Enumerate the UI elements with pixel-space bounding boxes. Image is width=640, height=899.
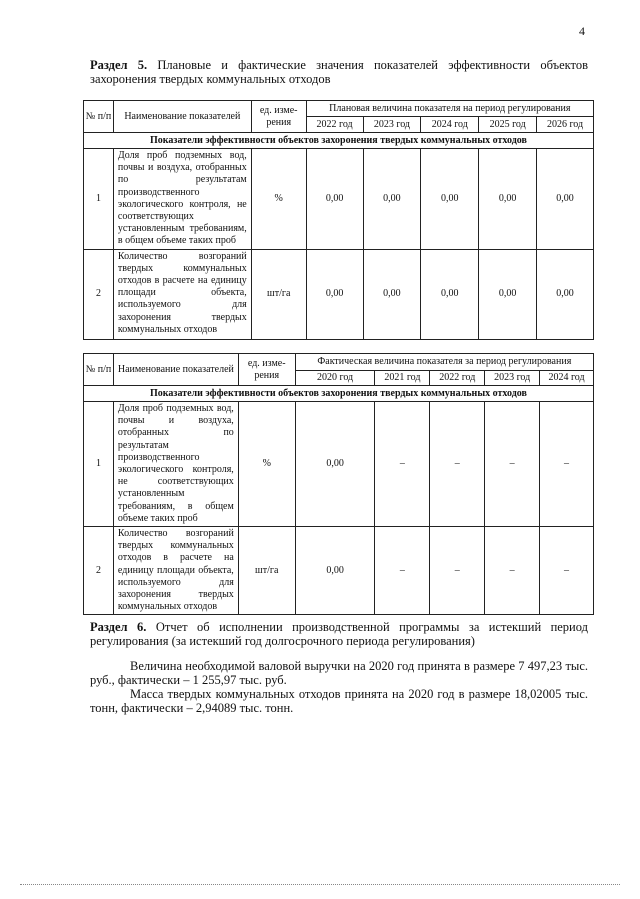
year-header: 2022 год [306,117,363,133]
row-num: 2 [84,249,114,339]
row-value: 0,00 [363,249,421,339]
year-header: 2024 год [421,117,479,133]
table-row [84,249,594,339]
bottom-divider [20,884,620,885]
table-row [84,149,594,250]
row-value: 0,00 [295,527,375,615]
row-value: 0,00 [363,149,421,250]
row-value: – [375,527,430,615]
row-value: 0,00 [295,402,375,527]
row-unit: шт/га [238,527,295,615]
row-value: – [540,402,594,527]
col-unit-header: ед. изме-рения [251,101,306,133]
row-value: 0,00 [421,149,479,250]
row-num: 1 [84,149,114,250]
row-value: – [375,402,430,527]
section-6-title: Отчет об исполнении производственной программы за истекший период регулирования (за истекший год долгосрочного периода регулирования) [90,620,588,648]
year-header: 2022 год [430,371,485,386]
table-row [84,402,594,527]
row-name: Доля проб подземных вод, почвы и воздуха, отобранных по результатам производственного экологического контроля, не соответствующих установленным требованиям, в общем объеме таких проб [113,402,238,527]
row-value: 0,00 [421,249,479,339]
row-value: – [485,527,540,615]
section-5-title: Плановые и фактические значения показателей эффективности объектов захоронения твердых коммунальных отходов [90,58,588,86]
col-name-header: Наименование показателей [113,101,251,133]
row-value: 0,00 [306,249,363,339]
year-header: 2025 год [479,117,537,133]
actual-group-header: Фактическая величина показателя за период регулирования [295,354,593,371]
row-value: – [430,527,485,615]
row-value: – [430,402,485,527]
row-value: 0,00 [306,149,363,250]
year-header: 2023 год [485,371,540,386]
row-value: – [540,527,594,615]
row-unit: шт/га [251,249,306,339]
planned-group-header: Плановая величина показателя на период регулирования [306,101,593,117]
page-number: 4 [579,24,585,38]
col-num-header: № п/п [84,354,114,386]
row-value: 0,00 [479,149,537,250]
row-value: 0,00 [537,149,594,250]
section-6-heading [90,620,588,648]
section-5-label: Раздел 5. [90,58,148,72]
table-row [84,527,594,615]
section-5-heading [90,58,588,86]
waste-mass-paragraph: Масса твердых коммунальных отходов принята на 2020 год в размере 18,02005 тыс. тонн, фактически – 2,94089 тыс. тонн. [90,687,588,715]
year-header: 2026 год [537,117,594,133]
col-unit-header: ед. изме-рения [238,354,295,386]
row-num: 1 [84,402,114,527]
col-name-header: Наименование показателей [113,354,238,386]
row-value: 0,00 [479,249,537,339]
section-6-label: Раздел 6. [90,620,147,634]
table-section-title: Показатели эффективности объектов захоронения твердых коммунальных отходов [84,133,594,149]
year-header: 2023 год [363,117,421,133]
table-section-title: Показатели эффективности объектов захоронения твердых коммунальных отходов [84,386,594,402]
row-num: 2 [84,527,114,615]
planned-values-table [83,100,594,340]
year-header: 2024 год [540,371,594,386]
row-value: – [485,402,540,527]
row-name: Количество возгораний твердых коммунальных отходов в расчете на единицу площади объекта, используемого для захоронения твердых коммунальных отходов [113,249,251,339]
row-value: 0,00 [537,249,594,339]
year-header: 2020 год [295,371,375,386]
revenue-paragraph: Величина необходимой валовой выручки на 2020 год принята в размере 7 497,23 тыс. руб., фактически – 1 255,97 тыс. руб. [90,659,588,687]
col-num-header: № п/п [84,101,114,133]
row-unit: % [238,402,295,527]
row-name: Доля проб подземных вод, почвы и воздуха, отобранных по результатам производственного экологического контроля, не соответствующих установленным требованиям, в общем объеме таких проб [113,149,251,250]
row-name: Количество возгораний твердых коммунальных отходов в расчете на единицу площади объекта, используемого для захоронения твердых коммунальных отходов [113,527,238,615]
actual-values-table [83,353,594,615]
row-unit: % [251,149,306,250]
year-header: 2021 год [375,371,430,386]
